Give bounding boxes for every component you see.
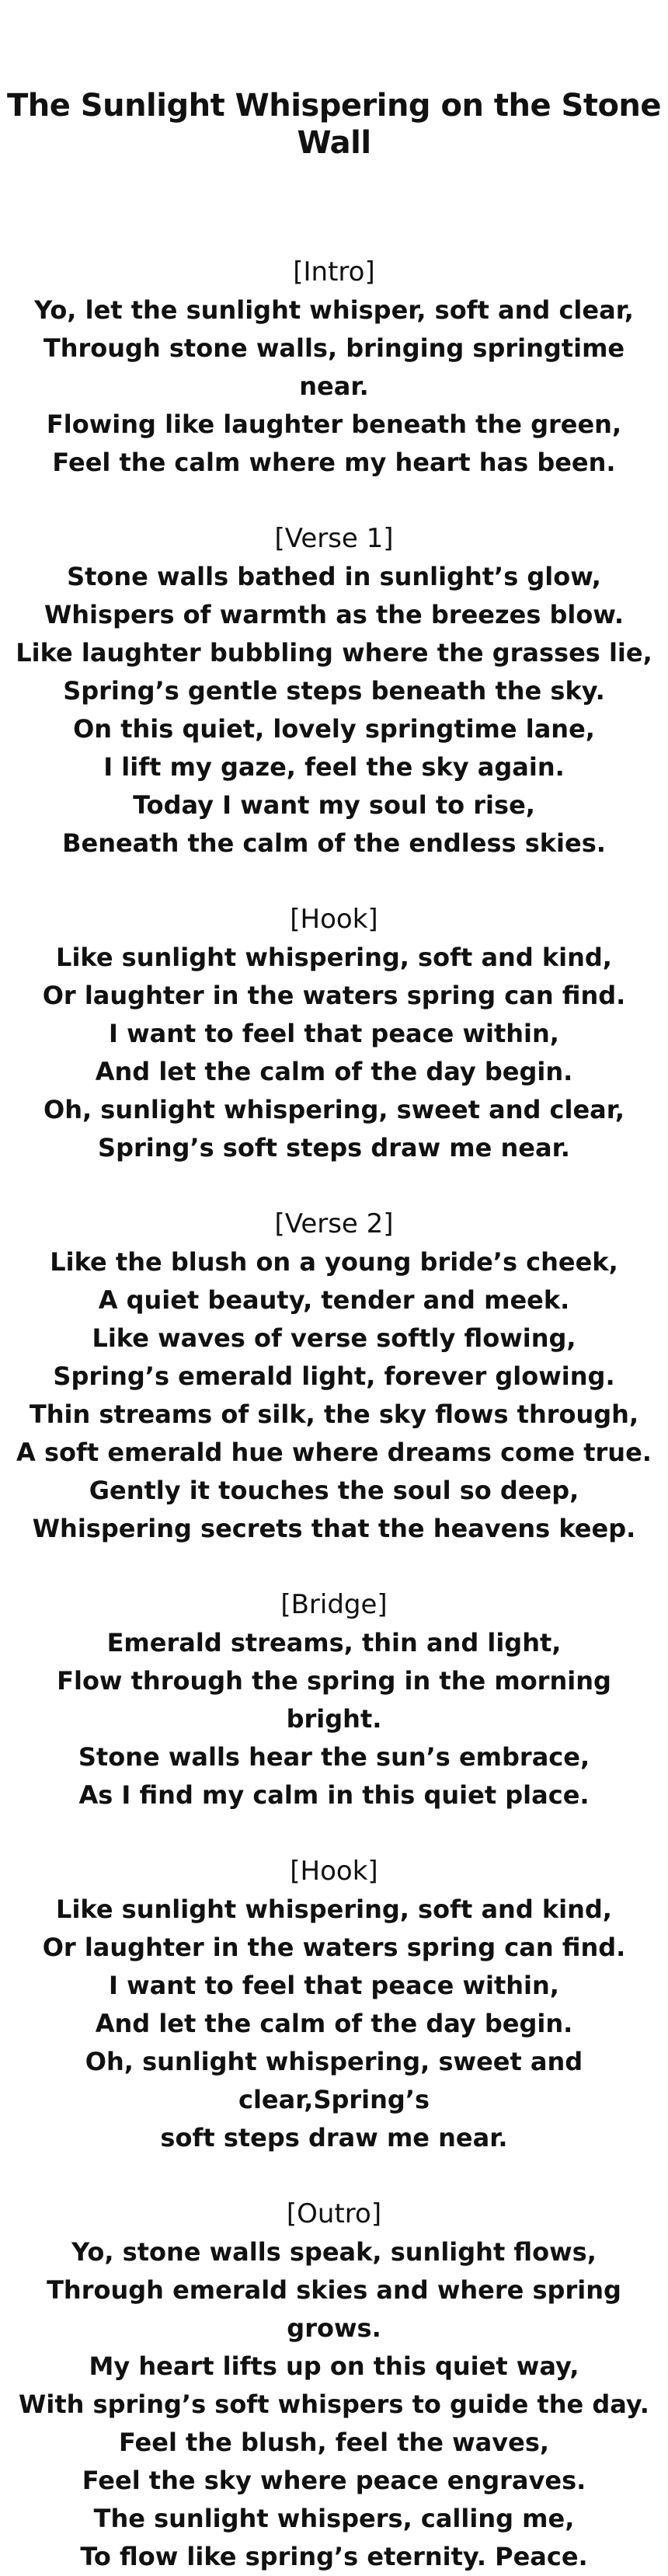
- lyrics-body: [0, 253, 668, 2576]
- lyric-line: And let the calm of the day begin.: [95, 1057, 573, 1086]
- lyric-line: Feel the sky where peace engraves.: [82, 2466, 586, 2495]
- lyric-line: As I find my calm in this quiet place.: [78, 1780, 590, 1810]
- lyric-section: [0, 253, 668, 482]
- lyric-line: Through stone walls, bringing springtime near.: [43, 333, 625, 401]
- lyric-section: [0, 2195, 668, 2576]
- lyric-line: Like the blush on a young bride’s cheek,: [50, 1247, 618, 1277]
- lyric-line: Feel the blush, feel the waves,: [118, 2428, 550, 2457]
- lyric-line: Feel the calm where my heart has been.: [52, 448, 616, 477]
- lyric-line: Whispers of warmth as the breezes blow.: [43, 600, 625, 629]
- lyric-line: The sunlight whispers, calling me,: [93, 2504, 575, 2533]
- lyric-line: On this quiet, lovely springtime lane,: [73, 714, 595, 744]
- lyric-line: Stone walls hear the sun’s embrace,: [78, 1742, 590, 1772]
- lyric-line: Flow through the spring in the morning bright.: [57, 1666, 611, 1734]
- lyric-line: Emerald streams, thin and light,: [106, 1628, 562, 1657]
- lyric-section: [0, 520, 668, 863]
- lyric-line: soft steps draw me near.: [160, 2123, 508, 2152]
- lyric-line: Like laughter bubbling where the grasses lie,: [16, 638, 652, 668]
- lyric-line: Flowing like laughter beneath the green,: [46, 410, 622, 439]
- lyric-line: Like sunlight whispering, soft and kind,: [56, 943, 612, 972]
- section-label: [Hook]: [290, 1856, 378, 1887]
- lyric-line: I lift my gaze, feel the sky again.: [103, 752, 565, 782]
- lyric-line: Beneath the calm of the endless skies.: [62, 828, 606, 858]
- lyric-line: Like waves of verse softly flowing,: [92, 1323, 576, 1353]
- section-label: [Verse 1]: [274, 523, 394, 554]
- section-label: [Hook]: [290, 904, 378, 935]
- lyric-line: My heart lifts up on this quiet way,: [89, 2351, 579, 2381]
- lyric-line: Or laughter in the waters spring can find.: [42, 1933, 626, 1962]
- lyric-section: [0, 1586, 668, 1814]
- section-label: [Intro]: [293, 256, 375, 288]
- lyric-line: I want to feel that peace within,: [109, 1019, 559, 1048]
- lyric-line: Oh, sunlight whispering, sweet and clear,: [43, 1095, 625, 1124]
- lyric-section: [0, 1205, 668, 1548]
- lyric-line: To flow like spring’s eternity. Peace.: [80, 2542, 588, 2571]
- lyric-line: Stone walls bathed in sunlight’s glow,: [67, 562, 601, 591]
- lyric-line: Through emerald skies and where spring grows.: [47, 2275, 621, 2343]
- lyric-line: Spring’s emerald light, forever glowing.: [53, 1361, 615, 1391]
- lyric-line: Whispering secrets that the heavens keep.: [32, 1514, 636, 1543]
- lyric-section: [0, 1853, 668, 2157]
- lyric-line: Gently it touches the soul so deep,: [89, 1476, 579, 1505]
- lyric-line: And let the calm of the day begin.: [95, 2009, 573, 2038]
- lyric-line: Spring’s gentle steps beneath the sky.: [63, 676, 605, 706]
- lyric-line: Yo, let the sunlight whisper, soft and clear,: [34, 295, 634, 325]
- lyric-line: A soft emerald hue where dreams come true.: [16, 1438, 652, 1467]
- lyric-line: Oh, sunlight whispering, sweet and clear,Spring’s: [85, 2047, 583, 2114]
- section-label: [Verse 2]: [274, 1208, 394, 1239]
- lyric-line: A quiet beauty, tender and meek.: [98, 1285, 570, 1315]
- lyric-line: With spring’s soft whispers to guide the day.: [19, 2390, 649, 2419]
- lyric-line: Thin streams of silk, the sky flows through,: [29, 1400, 639, 1429]
- lyric-line: Like sunlight whispering, soft and kind,: [56, 1895, 612, 1924]
- section-label: [Bridge]: [280, 1589, 388, 1620]
- lyric-line: Today I want my soul to rise,: [133, 790, 535, 820]
- lyric-line: Or laughter in the waters spring can find.: [42, 981, 626, 1010]
- lyric-line: Spring’s soft steps draw me near.: [98, 1133, 570, 1163]
- lyric-line: I want to feel that peace within,: [109, 1971, 559, 2000]
- lyric-section: [0, 901, 668, 1167]
- song-title: The Sunlight Whispering on the Stone Wall: [6, 88, 662, 161]
- section-label: [Outro]: [286, 2198, 382, 2229]
- lyric-line: Yo, stone walls speak, sunlight flows,: [71, 2237, 597, 2267]
